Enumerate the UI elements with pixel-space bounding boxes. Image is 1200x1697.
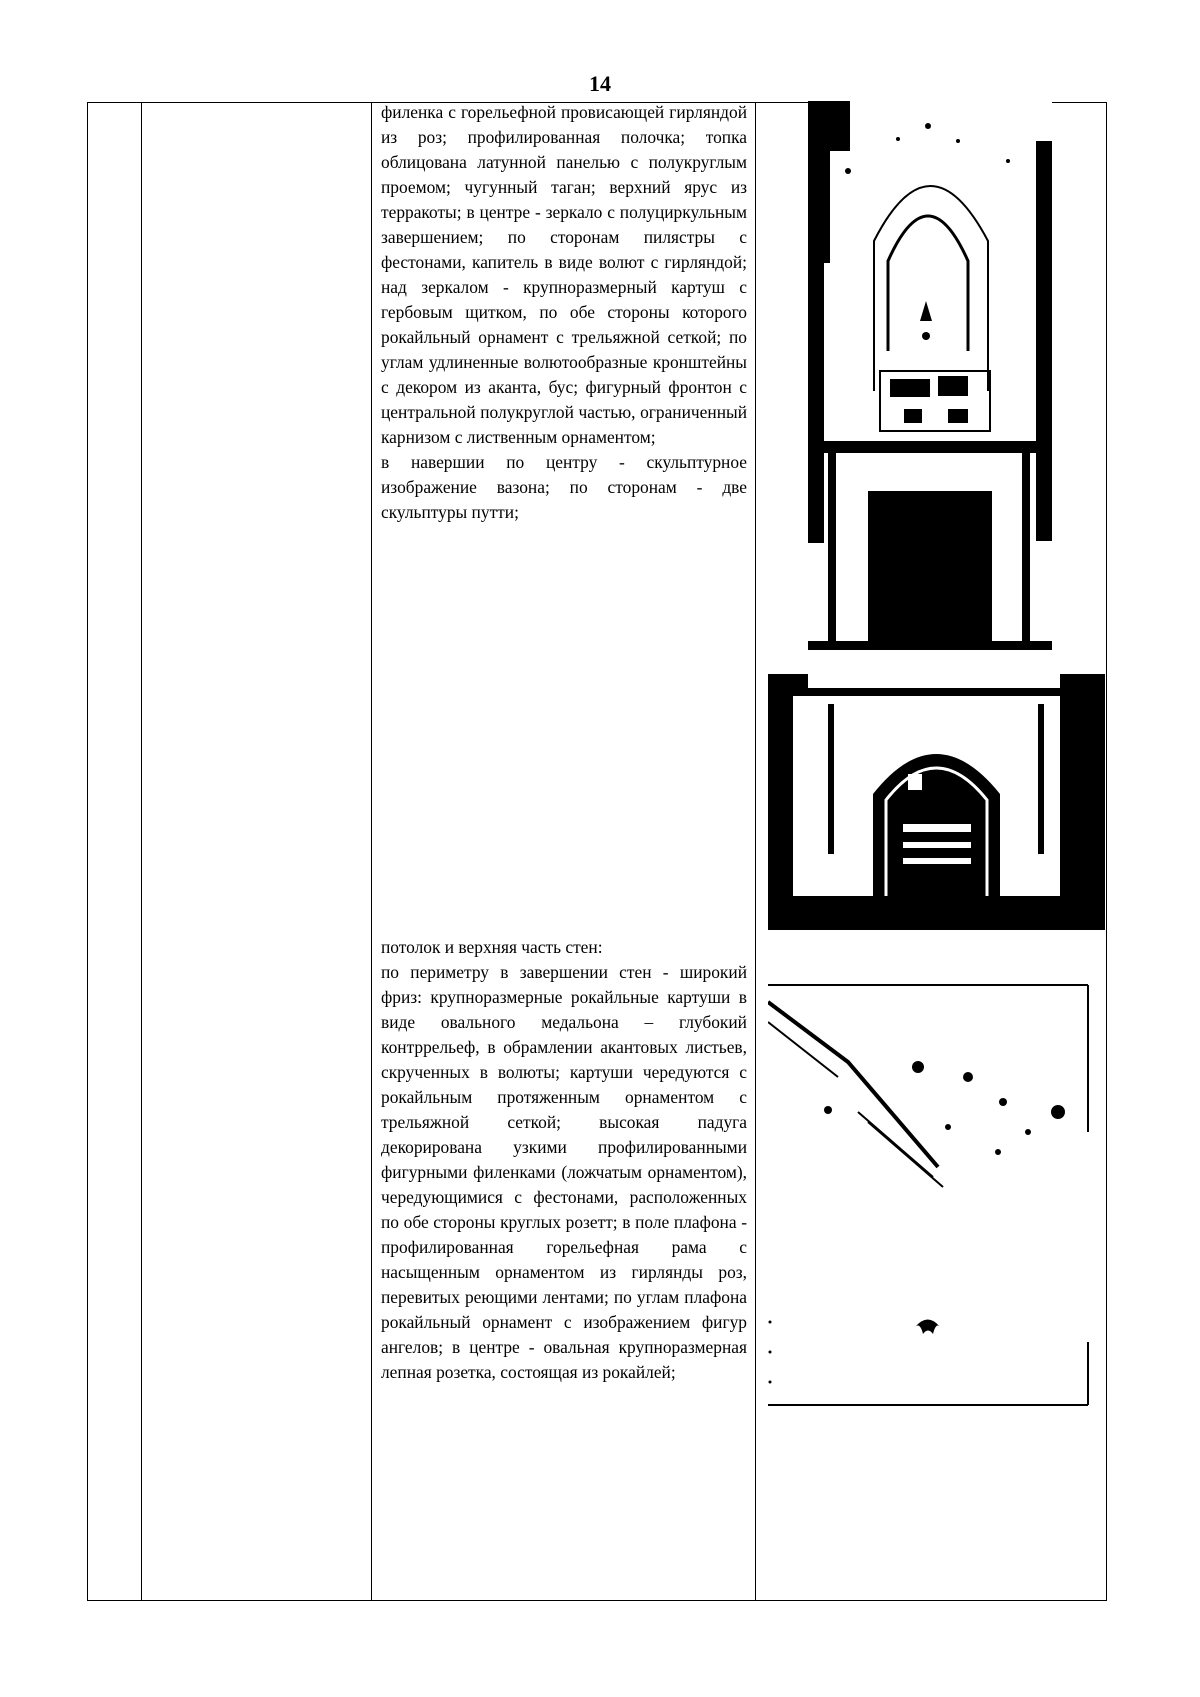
fireplace-text: филенка с горельефной провисающей гирляндой из роз; профилированная полочка; топка облицована латунной панелью с полукруглым проемом; чугунный таган; верхний ярус из терракоты; в центре - зеркало с полуциркульным завершением; по сторонам пилястры с фестонами, капитель в виде волют с гирляндой; над зеркалом - крупноразмерный картуш с гербовым щитком, по обе стороны которого рокайльный орнамент с трельяжной сеткой; по углам удлиненные волютообразные кронштейны с декором из аканта, бус; фигурный фронтон с центральной полукруглой частью, ограниченный карнизом с лиственным орнаментом; [381, 102, 747, 447]
table-border-right [1106, 102, 1107, 1601]
ceiling-description [381, 935, 747, 1385]
ceiling-detail-photo [768, 982, 1105, 1407]
column-divider-3 [755, 102, 756, 1601]
ceiling-heading: потолок и верхняя часть стен: [381, 937, 603, 957]
fireplace-description [381, 100, 747, 525]
fireplace-full-photo [808, 101, 1052, 650]
finial-text: в навершии по центру - скульптурное изображение вазона; по сторонам - две скульптуры путти; [381, 452, 747, 522]
fireplace-firebox-photo [768, 674, 1105, 930]
column-divider-1 [141, 102, 142, 1601]
ceiling-text: по периметру в завершении стен - широкий фриз: крупноразмерные рокайльные картуши в виде овального медальона – глубокий контррельеф, в обрамлении акантовых листьев, скрученных в волюты; картуши чередуются с рокайльным протяженным орнаментом с трельяжной сеткой; высокая падуга декорирована узкими профилированными фигурными филенками (ложчатым орнаментом), чередующимися с фестонами, расположенных по обе стороны круглых розетт; в поле плафона - профилированная горельефная рама с насыщенным орнаментом из гирлянды роз, перевитых реющими лентами; по углам плафона рокайльный орнамент с изображением фигур ангелов; в центре - овальная крупноразмерная лепная розетка, состоящая из рокайлей; [381, 962, 747, 1382]
column-divider-2 [371, 102, 372, 1601]
table-border-left [87, 102, 88, 1601]
table-border-bottom [87, 1600, 1107, 1601]
page-number: 14 [589, 71, 611, 96]
